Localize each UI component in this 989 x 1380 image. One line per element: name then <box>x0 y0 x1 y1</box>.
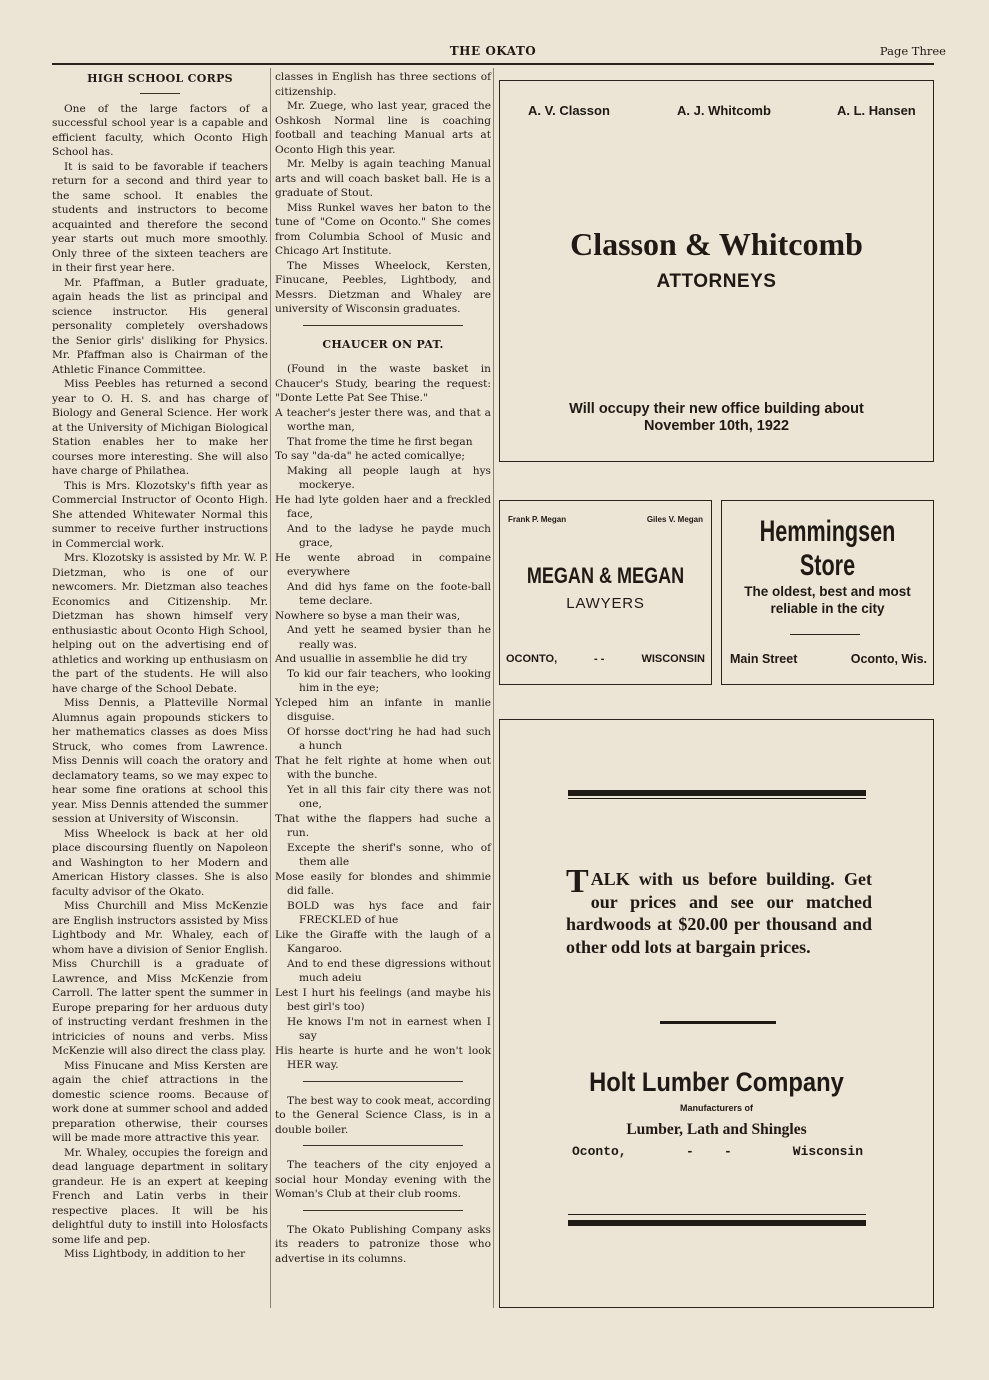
thick-rule <box>568 1220 866 1226</box>
article-paragraph: Miss Finucane and Miss Kersten are again the chief attractions in the domestic science rooms. Because of work done at summer school and added preparation otherwise, their courses will be made more attractive this year. <box>52 1059 268 1144</box>
page-header <box>52 44 946 64</box>
poem-line: Excepte the sherif's sonne, who of them alle <box>287 841 491 868</box>
column-1 <box>52 70 268 1262</box>
poem-line: That frome the time he first began <box>287 435 473 448</box>
poem-body <box>275 406 491 1073</box>
separator-rule <box>303 1210 463 1211</box>
separator-rule <box>303 1081 463 1082</box>
firm-name: Classon & Whitcomb <box>570 226 863 262</box>
poem-line: Nowhere so byse a man their was, <box>275 609 461 622</box>
article-continued <box>275 70 491 317</box>
poem-line: And did hys fame on the foote-ball teme declare. <box>287 580 491 607</box>
note-social-hour: The teachers of the city enjoyed a social hour Monday evening with the Woman's Club at their club rooms. <box>275 1159 491 1200</box>
page-number: Page Three <box>879 44 946 58</box>
article-paragraph: One of the large factors of a successful school year is a capable and efficient faculty, which Oconto High School has. <box>52 102 268 158</box>
city: Oconto, Wis. <box>850 652 927 666</box>
divider-rule <box>790 634 860 635</box>
poem-title: CHAUCER ON PAT. <box>322 337 444 351</box>
city: OCONTO, <box>506 653 558 665</box>
megan-megan-ad <box>499 500 712 685</box>
office-note-line: Will occupy their new office building about <box>569 401 864 417</box>
store-tagline <box>722 583 933 617</box>
state: WISCONSIN <box>641 653 705 665</box>
article-paragraph: Mr. Melby is again teaching Manual arts and will coach basket ball. He is a graduate of Stout. <box>275 158 491 199</box>
article-paragraph: Miss Runkel waves her baton to the tune of "Come on Oconto." She comes from Columbia School of Music and Chicago Art Institute. <box>275 201 491 257</box>
talk-text: ALK with us before building. Get our prices and see our matched hardwoods at $20.00 per thousand and other odd lots at bargain prices. <box>566 869 872 957</box>
holt-lumber-ad <box>499 719 934 1308</box>
poem-line: And usuallie in assemblie he did try <box>275 653 468 665</box>
poem-line: Yet in all this fair city there was not one, <box>287 783 491 810</box>
divider-rule <box>660 1021 776 1024</box>
thick-rule <box>568 790 866 796</box>
article-paragraph: classes in English has three sections of citizenship. <box>275 71 491 98</box>
article-paragraph: Miss Dennis, a Platteville Normal Alumnus again propounds stickers to her mathematics classes as does Miss Struck, who comes from Lawrence. Miss Dennis will coach the oratory and declamatory teams, so we may expec to hear some fine orations at school this year. Miss Dennis attended the summer session at University of Wisconsin. <box>52 697 268 825</box>
title-rule <box>140 93 180 94</box>
note-cooking: The best way to cook meat, according to the General Science Class, is in a double boiler. <box>275 1094 491 1136</box>
office-note <box>500 401 933 435</box>
poem-line: Of horsse doct'ring he had had such a hunch <box>287 725 491 752</box>
article-paragraph: Miss Lightbody, in addition to her <box>64 1248 246 1260</box>
poem-line: Lest I hurt his feelings (and maybe his best girl's too) <box>275 986 491 1013</box>
article-paragraph: It is said to be favorable if teachers return for a second and third year to the same school. It enables the students and instructors to become acquainted and therefore the second year starts out much more smoothly. Only three of the sixteen teachers are in their first year here. <box>52 160 268 274</box>
article-paragraph: Mr. Zuege, who last year, graced the Oshkosh Normal line is coaching football and teaching Manual arts at Oconto High this year. <box>275 100 491 156</box>
poem-line: He knows I'm not in earnest when I say <box>287 1015 491 1042</box>
poem-line: Mose easily for blondes and shimmie did falle. <box>275 870 491 897</box>
thin-rule <box>568 798 866 799</box>
manufacturers-label: Manufacturers of <box>679 1103 753 1113</box>
poem-line: And yett he seamed bysier than he really was. <box>287 624 491 651</box>
dashes: - - <box>594 653 605 665</box>
article-paragraph: Mr. Whaley, occupies the foreign and dead language department in solitary grandeur. He is an expert at keeping French and Latin verbs in their respective places. It will be his delightful duty to instill into Holosfacts some life and pep. <box>52 1146 268 1246</box>
poem-line: Making all people laugh at hys mockerye. <box>287 464 491 491</box>
article-body <box>52 102 268 1262</box>
tagline-line: The oldest, best and most <box>744 584 911 599</box>
separator-rule <box>303 325 463 326</box>
poem-line: And to the ladyse he payde much grace, <box>287 522 491 549</box>
article-paragraph: Mr. Pfaffman, a Butler graduate, again heads the list as principal and science instructor. His general personality completely overshadows the Senior girls' disliking for Physics. Mr. Pfaffman also is Chairman of the Athletic Finance Committee. <box>52 276 268 376</box>
column-2 <box>275 70 491 1266</box>
attorney-name: A. J. Whitcomb <box>677 103 771 118</box>
poem-line: And to end these digressions without much adeiu <box>287 957 491 984</box>
dash: - <box>724 1144 732 1159</box>
thin-rule <box>568 1214 866 1215</box>
article-paragraph: Miss Wheelock is back at her old place discoursing fluently on Napoleon and Washington to her Modern and American History classes. She is also faculty advisor of the Okato. <box>52 827 268 898</box>
partner-name: Giles V. Megan <box>646 515 703 524</box>
article-paragraph: The Misses Wheelock, Kersten, Finucane, Peebles, Lightbody, and Messrs. Dietzman and Whaley are university of Wisconsin graduates. <box>275 259 491 315</box>
drop-cap: T <box>566 863 589 900</box>
poem-line: Like the Giraffe with the laugh of a Kangaroo. <box>275 928 491 955</box>
newspaper-title: THE OKATO <box>449 44 537 58</box>
article-paragraph: This is Mrs. Klozotsky's fifth year as Commercial Instructor of Oconto High. She attended Whitewater Normal this summer to receive further instructions in Commercial work. <box>52 479 268 550</box>
poem-line: That withe the flappers had suche a run. <box>275 812 491 839</box>
poem-line: Ycleped him an infante in manlie disguise. <box>275 696 491 723</box>
poem-line: He had lyte golden haer and a freckled face, <box>275 493 491 520</box>
poem-intro: (Found in the waste basket in Chaucer's Study, bearing the request: "Donte Lette Pat See Thise." <box>275 363 491 404</box>
poem-line: A teacher's jester there was, and that a worthe man, <box>275 406 491 433</box>
note-publishing: The Okato Publishing Company asks its readers to patronize those who advertise in its columns. <box>275 1223 491 1265</box>
store-name: Hemmingsen Store <box>759 515 896 582</box>
firm-name: MEGAN & MEGAN <box>526 563 685 588</box>
partner-names <box>508 515 703 524</box>
poem-line: That he felt righte at home when out with the bunche. <box>275 754 491 781</box>
column-divider <box>270 68 271 1308</box>
column-divider <box>493 68 494 1308</box>
talk-message <box>566 863 872 958</box>
tagline-line: reliable in the city <box>770 601 885 616</box>
hemmingsen-store-ad <box>721 500 934 685</box>
firm-kind: LAWYERS <box>566 595 645 612</box>
poem-line: His hearte is hurte and he won't look HER way. <box>275 1044 491 1071</box>
poem-line: He wente abroad in compaine everywhere <box>275 551 491 578</box>
poem-line: BOLD was hys face and fair FRECKLED of hue <box>287 899 491 926</box>
state: Wisconsin <box>792 1144 863 1159</box>
firm-kind: ATTORNEYS <box>656 271 777 292</box>
article-paragraph: Miss Churchill and Miss McKenzie are English instructors assisted by Miss Lightbody and Mr. Whaley, each of whom have a division of Senior English. Miss Churchill is a graduate of Lawrence, and Miss McKenzie from Carroll. The latter spent the summer in Europe preparing for her arduous duty of instructing verdant freshmen in the intricicies of nouns and verbs. Miss McKenzie will also direct the class play. <box>52 900 268 1057</box>
city: Oconto, <box>572 1144 627 1159</box>
street: Main Street <box>730 652 798 666</box>
separator-rule <box>303 1145 463 1146</box>
header-rule <box>52 63 934 65</box>
dash: - <box>686 1144 694 1159</box>
products: Lumber, Lath and Shingles <box>626 1121 807 1138</box>
attorney-name: A. V. Classon <box>528 103 610 118</box>
partner-name: Frank P. Megan <box>508 515 567 524</box>
office-note-line: November 10th, 1922 <box>643 418 790 434</box>
article-paragraph: Mrs. Klozotsky is assisted by Mr. W. P. Dietzman, who is one of our newcomers. Mr. Dietzman also teaches Economics and Citizenship. Mr. Dietzman has shown himself very enthusiastic about Oconto High School, helping out on the advertising end of athletics and working up enthusiasm on the part of the students. He will also have charge of the School Debate. <box>52 552 268 695</box>
attorney-name: A. L. Hansen <box>837 103 916 118</box>
poem-line: To kid our fair teachers, who looking him in the eye; <box>287 667 491 694</box>
classon-whitcomb-ad <box>499 80 934 462</box>
company-name: Holt Lumber Company <box>589 1067 844 1097</box>
article-paragraph: Miss Peebles has returned a second year to O. H. S. and has charge of Biology and General Science. Her work at the University of Michigan Biological Station enables her to make her courses more interesting. She will also have charge of Philathea. <box>52 378 268 477</box>
poem-line: To say "da-da" he acted comicallye; <box>275 450 465 462</box>
article-title: HIGH SCHOOL CORPS <box>87 72 233 85</box>
